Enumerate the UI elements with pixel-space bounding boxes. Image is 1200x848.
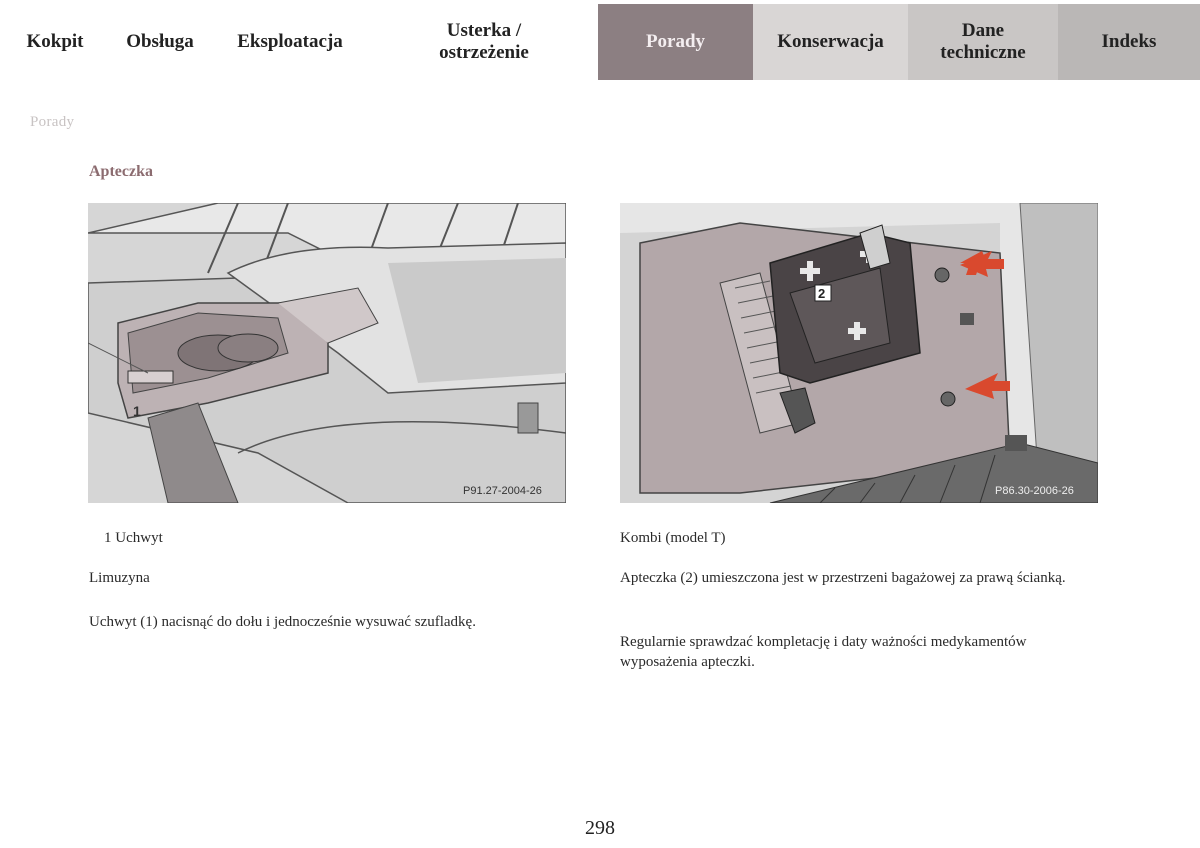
figure-code: P86.30-2006-26	[995, 485, 1074, 497]
tab-label-line2: ostrzeżenie	[439, 42, 529, 63]
tab-label: Obsługa	[126, 31, 194, 52]
paragraph-kombi-1: Apteczka (2) umieszczona jest w przestrzeni bagażowej za prawą ścianką.	[620, 570, 1066, 586]
tab-label: Usterka /	[446, 20, 522, 41]
section-title: Apteczka	[89, 163, 153, 180]
tab-kokpit[interactable]	[0, 4, 110, 80]
tab-label: Eksploatacja	[237, 31, 343, 52]
tab-label: Dane	[961, 20, 1005, 41]
callout-2: 2	[818, 286, 826, 301]
callout-1: 1	[133, 403, 141, 419]
tab-label-line2: techniczne	[940, 42, 1026, 63]
figure-caption-right: Kombi (model T)	[620, 530, 726, 546]
chapter-nav	[0, 4, 1200, 80]
tab-indeks[interactable]	[1058, 4, 1200, 80]
breadcrumb: Porady	[30, 114, 75, 130]
tab-usterka[interactable]	[370, 4, 598, 80]
figure-armrest	[88, 203, 566, 503]
figure-code: P91.27-2004-26	[463, 485, 542, 497]
trunk-illustration	[620, 203, 1098, 503]
tab-label: Indeks	[1101, 31, 1157, 52]
tab-label: Konserwacja	[777, 31, 884, 52]
page-number: 298	[585, 817, 615, 839]
paragraph-limuzyna: Uchwyt (1) nacisnąć do dołu i jednocześnie wysuwać szufladkę.	[89, 614, 476, 630]
tab-eksploatacja[interactable]	[210, 4, 370, 80]
tab-dane-techniczne[interactable]	[908, 4, 1058, 80]
figure-trunk-panel	[620, 203, 1098, 503]
paragraph-kombi-2: Regularnie sprawdzać kompletację i daty ważności medykamentów wyposażenia apteczki.	[620, 634, 1027, 670]
figure-caption-left: 1 Uchwyt	[104, 530, 163, 546]
tab-label: Porady	[645, 31, 706, 52]
subheading-limuzyna: Limuzyna	[89, 570, 150, 586]
tab-porady[interactable]	[598, 4, 753, 80]
tab-obsluga[interactable]	[110, 4, 210, 80]
armrest-illustration	[88, 203, 566, 503]
tab-konserwacja[interactable]	[753, 4, 908, 80]
tab-label: Kokpit	[26, 31, 84, 52]
